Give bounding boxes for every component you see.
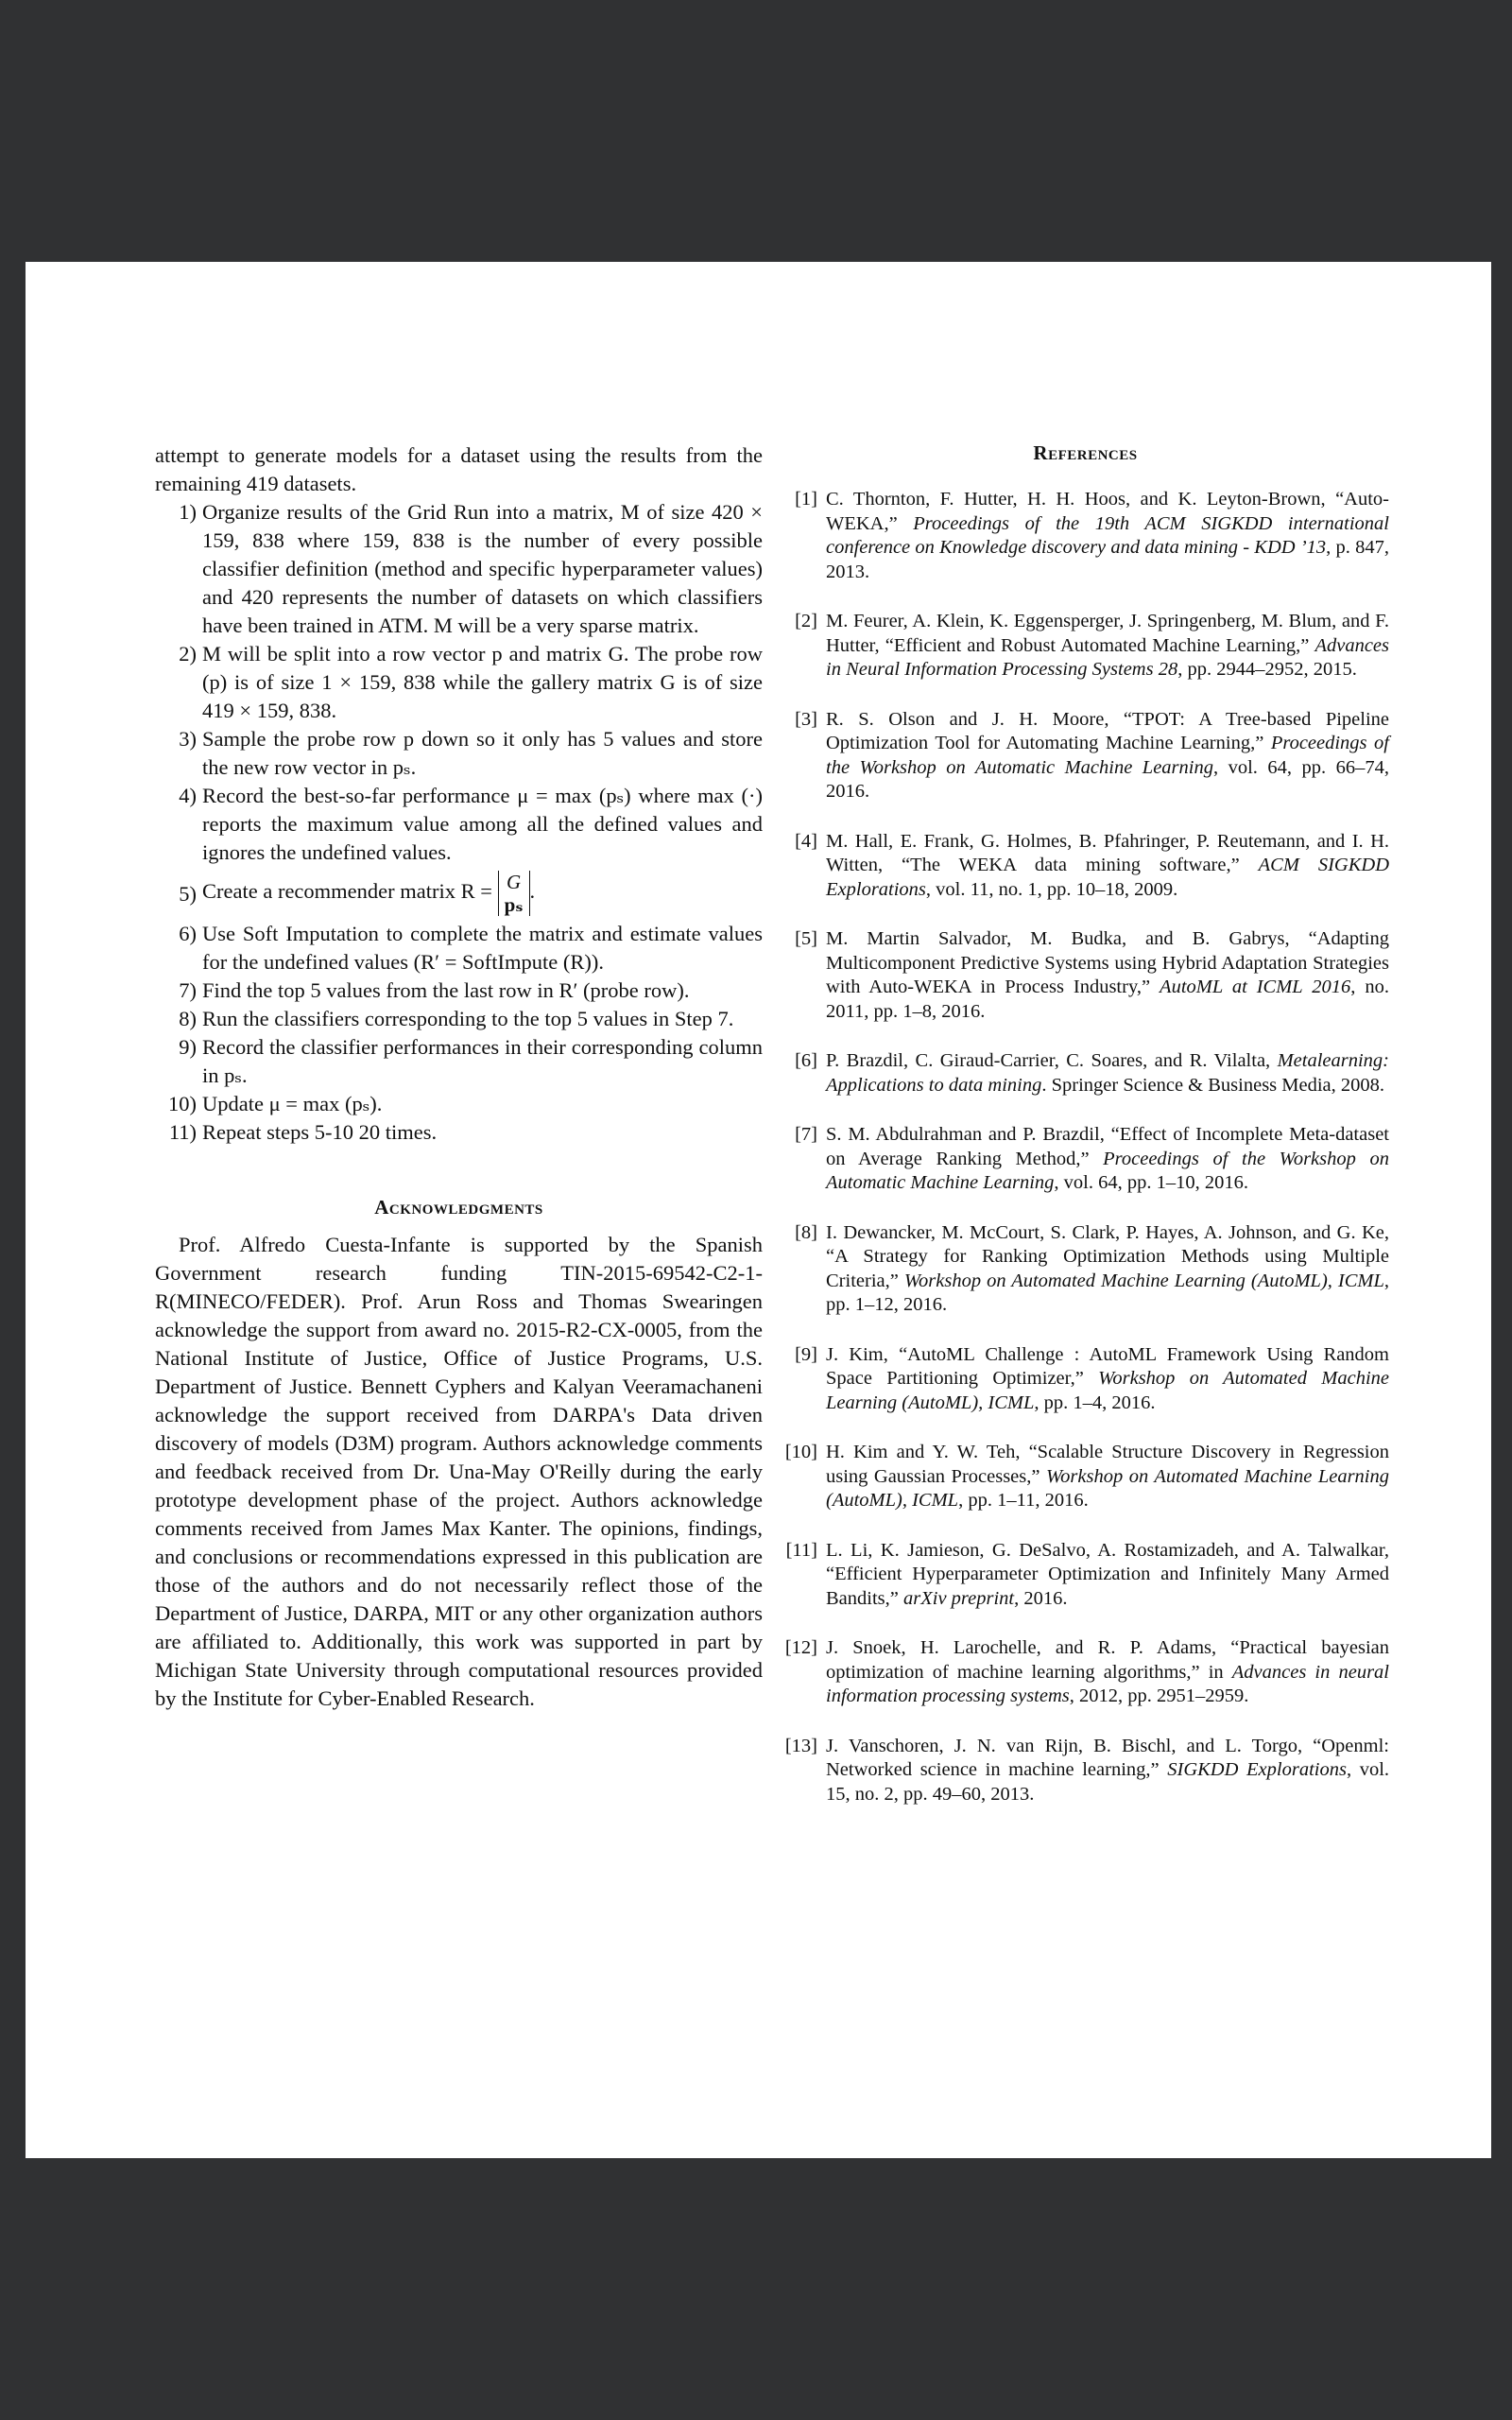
step-item: 8) Run the classifiers corresponding to the top 5 values in Step 7. — [179, 1007, 734, 1030]
reference-item: [6] P. Brazdil, C. Giraud-Carrier, C. Soares, and R. Vilalta, Metalearning: Applications to data mining. Springer Science & Business Media, 2008. — [795, 1050, 1389, 1096]
reference-item: [10] H. Kim and Y. W. Teh, “Scalable Structure Discovery in Regression using Gaussian Processes,” Workshop on Automated Machine Learning (AutoML), ICML, pp. 1–11, 2016. — [784, 1442, 1389, 1511]
step-item: 6) Use Soft Imputation to complete the matrix and estimate values for the undefined values (R′ = SoftImpute (R)). — [179, 922, 763, 974]
reference-item: [8] I. Dewancker, M. McCourt, S. Clark, P. Hayes, A. Johnson, and G. Ke, “A Strategy for Ranking Optimization Methods using Multiple Criteria,” Workshop on Automated Machine Learning (AutoML), ICML, pp. 1–12, 2016. — [795, 1221, 1389, 1315]
reference-item: [13] J. Vanschoren, J. N. van Rijn, B. Bischl, and L. Torgo, “Openml: Networked science in machine learning,” SIGKDD Explorations, vol. 15, no. 2, pp. 49–60, 2013. — [784, 1735, 1390, 1805]
algorithm-steps — [155, 498, 763, 1147]
reference-item: [3] R. S. Olson and J. H. Moore, “TPOT: A Tree-based Pipeline Optimization Tool for Automating Machine Learning,” Proceedings of the Workshop on Automatic Machine Learning, vol. 64, pp. 66–74, 2016. — [795, 708, 1389, 802]
left-column — [155, 441, 763, 1713]
acknowledgments-heading: Acknowledgments — [374, 1196, 543, 1219]
recommender-matrix: G pₛ — [498, 871, 530, 916]
step-item: 5) Create a recommender matrix R = G pₛ . — [179, 871, 536, 916]
step-item: 11) Repeat steps 5-10 20 times. — [168, 1120, 438, 1144]
reference-item: [9] J. Kim, “AutoML Challenge : AutoML Framework Using Random Space Partitioning Optimizer,” Workshop on Automated Machine Learning (AutoML), ICML, pp. 1–4, 2016. — [795, 1343, 1389, 1413]
reference-list — [782, 488, 1389, 1806]
reference-item: [11] L. Li, K. Jamieson, G. DeSalvo, A. Rostamizadeh, and A. Talwalkar, “Efficient Hyperparameter Optimization and Infinitely Many Armed Bandits,” arXiv preprint, 2016. — [785, 1539, 1389, 1609]
right-column — [782, 441, 1389, 1832]
step-item: 3) Sample the probe row p down so it only has 5 values and store the new row vector in pₛ. — [179, 727, 763, 779]
reference-item: [2] M. Feurer, A. Klein, K. Eggensperger, J. Springenberg, M. Blum, and F. Hutter, “Efficient and Robust Automated Machine Learning,” Advances in Neural Information Processing Systems 28, pp. 2944–2952, 2015. — [795, 611, 1389, 680]
intro-paragraph: attempt to generate models for a dataset using the results from the remaining 419 datasets. — [155, 443, 763, 495]
reference-item: [4] M. Hall, E. Frank, G. Holmes, B. Pfahringer, P. Reutemann, and I. H. Witten, “The WEKA data mining software,” ACM SIGKDD Explorations, vol. 11, no. 1, pp. 10–18, 2009. — [795, 830, 1390, 900]
step-item: 4) Record the best-so-far performance μ = max (pₛ) where max (·) reports the maximum value among all the defined values and ignores the undefined values. — [179, 784, 763, 864]
step-item: 10) Update μ = max (pₛ). — [168, 1092, 383, 1115]
reference-item: [1] C. Thornton, F. Hutter, H. H. Hoos, and K. Leyton-Brown, “Auto-WEKA,” Proceedings of the 19th ACM SIGKDD international conference on Knowledge discovery and data mining - KDD ’13, p. 847, 2013. — [795, 489, 1390, 582]
step-item: 1) Organize results of the Grid Run into a matrix, M of size 420 × 159, 838 where 159, 838 is the number of every possible classifier definition (method and specific hyperparameter values) and 420 represents the number of datasets on which classifiers have been trained in ATM. M will be a very sparse matrix. — [179, 500, 763, 637]
step-item: 9) Record the classifier performances in their corresponding column in pₛ. — [179, 1035, 763, 1087]
reference-item: [7] S. M. Abdulrahman and P. Brazdil, “Effect of Incomplete Meta-dataset on Average Ranking Method,” Proceedings of the Workshop on Automatic Machine Learning, vol. 64, pp. 1–10, 2016. — [795, 1124, 1389, 1193]
step-item: 7) Find the top 5 values from the last row in R′ (probe row). — [179, 978, 690, 1002]
step-item: 2) M will be split into a row vector p and matrix G. The probe row (p) is of size 1 × 159, 838 while the gallery matrix G is of size 419 × 159, 838. — [179, 642, 763, 722]
references-heading: References — [1033, 441, 1138, 464]
reference-item: [5] M. Martin Salvador, M. Budka, and B. Gabrys, “Adapting Multicomponent Predictive Systems using Hybrid Adaptation Strategies with Auto-WEKA in Process Industry,” AutoML at ICML 2016, no. 2011, pp. 1–8, 2016. — [795, 928, 1389, 1022]
paper-page — [26, 262, 1491, 2158]
reference-item: [12] J. Snoek, H. Larochelle, and R. P. Adams, “Practical bayesian optimization of machine learning algorithms,” in Advances in neural information processing systems, 2012, pp. 2951–2959. — [784, 1637, 1390, 1706]
acknowledgments-paragraph: Prof. Alfredo Cuesta-Infante is supported by the Spanish Government research funding TIN-2015-69542-C2-1-R(MINECO/FEDER). Prof. Arun Ross and Thomas Swearingen acknowledge the support from award no. 2015-R2-CX-0005, from the National Institute of Justice, Office of Justice Programs, U.S. Department of Justice. Bennett Cyphers and Kalyan Veeramachaneni acknowledge the support received from DARPA's Data driven discovery of models (D3M) program. Authors acknowledge comments and feedback received from Dr. Una-May O'Reilly during the early prototype development phase of the project. Authors acknowledge comments received from James Max Kanter. The opinions, findings, and conclusions or recommendations expressed in this publication are those of the authors and do not necessarily reflect those of the Department of Justice, DARPA, MIT or any other organization authors are affiliated to. Additionally, this work was supported in part by Michigan State University through computational resources provided by the Institute for Cyber-Enabled Research. — [155, 1233, 763, 1710]
